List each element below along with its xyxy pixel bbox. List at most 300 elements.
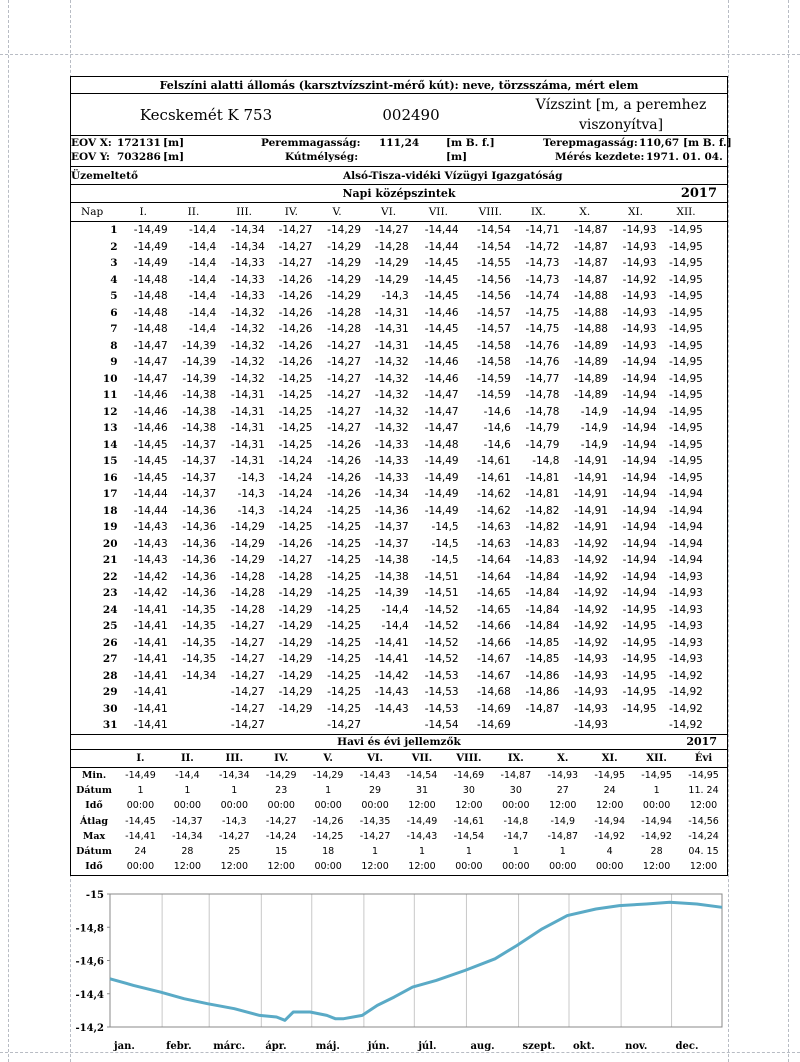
- stats-value: 23: [275, 784, 288, 796]
- daily-value: -14,67: [476, 653, 511, 666]
- daily-value: -14,93: [669, 587, 703, 600]
- daily-value: -14,49: [133, 240, 168, 253]
- daily-value: -14,93: [622, 257, 657, 270]
- daily-value: -14,62: [476, 488, 511, 501]
- daily-value: -14,43: [374, 702, 409, 715]
- daily-value: -14,75: [525, 323, 560, 336]
- stats-value: -14,24: [688, 830, 719, 842]
- stats-value: 00:00: [220, 800, 248, 812]
- table-row: [71, 486, 727, 503]
- daily-value: -14,45: [424, 339, 459, 352]
- daily-value: -14,27: [230, 719, 265, 732]
- daily-value: -14,66: [476, 636, 511, 649]
- daily-value: -14,33: [230, 290, 265, 303]
- daily-value: -14,89: [574, 372, 608, 385]
- table-row: [71, 618, 727, 635]
- daily-value: -14,3: [237, 471, 265, 484]
- daily-value: -14,76: [525, 356, 560, 369]
- daily-header-row: [71, 203, 727, 222]
- daily-value: -14,33: [230, 273, 265, 286]
- x-tick-label: márc.: [213, 1041, 246, 1052]
- daily-value: -14,25: [327, 702, 362, 715]
- daily-value: -14,58: [476, 339, 511, 352]
- stats-value: 12:00: [689, 800, 718, 812]
- spacer-cell: [705, 321, 727, 338]
- header-title: Felszíni alatti állomás (karsztvízszint-mérő kút): neve, törzsszáma, mért elem: [71, 77, 727, 94]
- daily-value: -14,76: [525, 339, 560, 352]
- spacer-cell: [705, 239, 727, 256]
- day-number: 27: [102, 653, 118, 666]
- stats-value: -14,87: [500, 769, 532, 781]
- daily-value: -14,95: [669, 290, 703, 303]
- daily-value: -14,91: [574, 471, 608, 484]
- daily-value: -14,33: [374, 438, 409, 451]
- x-tick-label: febr.: [166, 1041, 192, 1052]
- daily-value: -14,27: [327, 405, 362, 418]
- day-number: 10: [102, 372, 118, 385]
- stats-value: -14,54: [453, 830, 485, 842]
- daily-value: -14,24: [278, 488, 313, 501]
- meres-value: 1971. 01. 04.: [646, 151, 723, 163]
- daily-value: -14,29: [278, 702, 313, 715]
- daily-value: -14,25: [278, 372, 313, 385]
- daily-value: -14,26: [278, 339, 313, 352]
- daily-value: -14,94: [669, 488, 703, 501]
- daily-value: -14,6: [483, 438, 511, 451]
- table-row: [71, 321, 727, 338]
- daily-value: -14,26: [327, 438, 362, 451]
- daily-value: -14,59: [476, 389, 511, 402]
- daily-value: -14,79: [525, 438, 560, 451]
- stats-value: -14,49: [406, 815, 438, 827]
- stats-value: 00:00: [314, 800, 342, 812]
- daily-value: -14,31: [374, 339, 409, 352]
- daily-value: -14,48: [133, 306, 168, 319]
- table-row: [71, 668, 727, 685]
- daily-value: -14,93: [574, 702, 608, 715]
- stats-value: 18: [322, 846, 335, 858]
- daily-value: -14,54: [476, 224, 511, 237]
- month-header: I.: [139, 206, 148, 218]
- x-tick-label: dec.: [675, 1041, 699, 1052]
- spacer-cell: [705, 288, 727, 305]
- daily-value: -14,4: [189, 240, 217, 253]
- stats-value: 24: [134, 846, 147, 858]
- spacer-cell: [705, 203, 727, 222]
- stats-value: 1: [231, 784, 238, 796]
- stats-value: 00:00: [126, 800, 155, 812]
- daily-value: -14,27: [278, 224, 313, 237]
- spacer-cell: [705, 387, 727, 404]
- daily-value: -14,69: [476, 719, 511, 732]
- plot-frame: [110, 894, 722, 1027]
- stats-value: 28: [181, 846, 194, 858]
- daily-value: -14,39: [182, 339, 217, 352]
- daily-value: -14,39: [182, 372, 217, 385]
- stats-value: 00:00: [549, 861, 577, 873]
- spacer-cell: [705, 272, 727, 289]
- spacer-cell: [705, 552, 727, 569]
- daily-value: -14,26: [327, 488, 362, 501]
- table-row: [71, 536, 727, 553]
- table-row: [71, 651, 727, 668]
- table-row: [71, 552, 727, 569]
- daily-value: -14,95: [622, 653, 657, 666]
- daily-value: -14,29: [327, 240, 362, 253]
- daily-value: -14,73: [525, 257, 560, 270]
- stats-value: 12:00: [408, 800, 436, 812]
- daily-value: -14,95: [669, 257, 703, 270]
- stats-value: 12:00: [408, 861, 436, 873]
- daily-value: -14,92: [669, 719, 703, 732]
- month-header: XII.: [676, 206, 696, 218]
- eovy-value: 703286: [117, 151, 161, 163]
- daily-value: -14,48: [133, 273, 168, 286]
- daily-value: -14,91: [574, 521, 608, 534]
- daily-value: -14,65: [476, 603, 511, 616]
- daily-value: -14,75: [525, 306, 560, 319]
- daily-value: -14,78: [525, 389, 560, 402]
- daily-value: -14,83: [525, 537, 560, 550]
- daily-value: -14,45: [424, 323, 459, 336]
- stats-column-header: VII.: [411, 752, 433, 764]
- station-name: Kecskemét K 753: [139, 105, 273, 124]
- daily-value: -14,36: [374, 504, 409, 517]
- daily-value: -14,93: [669, 620, 703, 633]
- daily-value: -14,95: [669, 339, 703, 352]
- table-row: [71, 437, 727, 454]
- y-tick-label: -14,2: [75, 1023, 104, 1034]
- daily-value: -14,25: [327, 587, 362, 600]
- daily-value: -14,95: [669, 389, 703, 402]
- stats-year: 2017: [686, 735, 717, 748]
- daily-value: -14,36: [182, 587, 217, 600]
- kut-unit: [m]: [446, 151, 468, 163]
- daily-value: -14,9: [580, 405, 608, 418]
- daily-value: -14,27: [230, 686, 265, 699]
- daily-value: -14,38: [182, 405, 217, 418]
- daily-value: -14,94: [622, 422, 657, 435]
- daily-value: -14,4: [189, 290, 217, 303]
- daily-value: -14,52: [424, 603, 459, 616]
- daily-value: -14,63: [476, 537, 511, 550]
- daily-value: -14,25: [278, 389, 313, 402]
- table-row: [71, 404, 727, 421]
- stats-column-header: II.: [180, 752, 194, 764]
- daily-value: -14,29: [278, 669, 313, 682]
- daily-value: -14,94: [622, 587, 657, 600]
- y-tick-label: -14,8: [75, 923, 104, 935]
- daily-value: -14,92: [574, 620, 608, 633]
- daily-value: -14,65: [476, 587, 511, 600]
- daily-value: -14,41: [133, 686, 168, 699]
- daily-value: -14,87: [574, 240, 608, 253]
- daily-value: -14,89: [574, 339, 608, 352]
- daily-value: -14,31: [374, 306, 409, 319]
- stats-row-label: Idő: [85, 800, 103, 812]
- daily-value: -14,25: [278, 438, 313, 451]
- daily-value: -14,41: [133, 620, 168, 633]
- daily-value: -14,49: [424, 455, 459, 468]
- daily-value: -14,45: [133, 455, 168, 468]
- daily-value: -14,53: [424, 669, 459, 682]
- daily-value: -14,38: [374, 554, 409, 567]
- stats-header-row: [71, 750, 727, 768]
- daily-value: -14,46: [133, 422, 168, 435]
- stats-value: 12:00: [220, 861, 248, 873]
- daily-value: -14,4: [189, 306, 217, 319]
- table-row: [71, 684, 727, 701]
- stats-value: -14,87: [547, 830, 579, 842]
- terep-value: 110,67: [639, 137, 680, 149]
- daily-value: -14,27: [230, 669, 265, 682]
- daily-value: -14,95: [669, 372, 703, 385]
- stats-value: -14,26: [312, 815, 344, 827]
- daily-value: -14,32: [374, 356, 409, 369]
- table-row: [71, 305, 727, 322]
- daily-value: -14,92: [574, 587, 608, 600]
- day-number: 26: [102, 636, 118, 649]
- daily-value: -14,92: [574, 570, 608, 583]
- daily-value: -14,32: [230, 372, 265, 385]
- daily-value: -14,4: [189, 257, 217, 270]
- stats-row: [71, 859, 727, 874]
- daily-value: -14,49: [424, 488, 459, 501]
- daily-value: -14,33: [374, 455, 409, 468]
- daily-value: -14,45: [424, 257, 459, 270]
- stats-column-header: XI.: [601, 752, 618, 764]
- stats-value: 00:00: [314, 861, 342, 873]
- stats-column-header: Évi: [694, 752, 713, 764]
- daily-value: -14,41: [133, 719, 168, 732]
- stats-value: 27: [556, 784, 569, 796]
- stats-value: -14,25: [312, 830, 344, 842]
- spacer-cell: [705, 354, 727, 371]
- kut-label: Kútmélység:: [285, 151, 359, 163]
- x-tick-label: szept.: [522, 1041, 556, 1052]
- stats-row-label: Max: [82, 830, 106, 842]
- daily-value: -14,72: [525, 240, 560, 253]
- daily-value: -14,94: [622, 372, 657, 385]
- daily-value: -14,94: [622, 438, 657, 451]
- spacer-cell: [705, 371, 727, 388]
- table-row: [71, 503, 727, 520]
- stats-value: -14,7: [503, 830, 529, 842]
- daily-value: -14,28: [327, 323, 362, 336]
- water-level-chart: [70, 886, 728, 1054]
- daily-value: -14,34: [230, 224, 265, 237]
- daily-value: -14,27: [327, 719, 362, 732]
- stats-value: 31: [415, 784, 429, 796]
- stats-value: 00:00: [173, 800, 202, 812]
- stats-value: 11. 24: [688, 784, 719, 796]
- stats-value: -14,45: [125, 815, 156, 827]
- daily-value: -14,93: [669, 603, 703, 616]
- daily-value: -14,67: [476, 669, 511, 682]
- daily-value: -14,94: [622, 488, 657, 501]
- day-number: 24: [102, 603, 118, 616]
- daily-value: -14,94: [622, 554, 657, 567]
- table-row: [71, 255, 727, 272]
- daily-value: -14,41: [133, 669, 168, 682]
- daily-value: -14,47: [133, 356, 168, 369]
- stats-row: [71, 844, 727, 859]
- stats-value: -14,24: [265, 830, 297, 842]
- daily-value: -14,4: [189, 323, 217, 336]
- stats-value: -14,92: [641, 830, 672, 842]
- daily-value: -14,27: [327, 389, 362, 402]
- stats-value: 30: [509, 784, 522, 796]
- daily-value: -14,91: [574, 504, 608, 517]
- day-number: 15: [102, 455, 118, 468]
- daily-value: -14,69: [476, 702, 511, 715]
- daily-value: -14,41: [133, 636, 168, 649]
- day-number: 13: [102, 422, 118, 435]
- daily-value: -14,47: [133, 339, 168, 352]
- day-number: 22: [102, 570, 118, 583]
- daily-value: -14,25: [327, 537, 362, 550]
- stats-value: 00:00: [502, 800, 530, 812]
- daily-value: -14,33: [230, 257, 265, 270]
- daily-value: -14,54: [424, 719, 459, 732]
- stats-value: 30: [462, 784, 475, 796]
- daily-value: -14,27: [230, 620, 265, 633]
- daily-value: -14,64: [476, 554, 511, 567]
- daily-value: -14,42: [133, 587, 168, 600]
- daily-value: -14,92: [669, 702, 703, 715]
- stats-title: Havi és évi jellemzők: [337, 735, 461, 748]
- daily-value: -14,48: [133, 290, 168, 303]
- stats-value: -14,54: [406, 769, 438, 781]
- daily-value: -14,46: [424, 306, 459, 319]
- stats-value: -14,8: [503, 815, 529, 827]
- day-number: 29: [102, 686, 118, 699]
- daily-value: -14,63: [476, 521, 511, 534]
- stats-row: [71, 813, 727, 828]
- day-number: 5: [110, 290, 118, 303]
- daily-value: -14,91: [574, 455, 608, 468]
- daily-value: -14,88: [574, 290, 608, 303]
- stats-row-label: Dátum: [76, 784, 112, 796]
- daily-value: -14,37: [182, 488, 217, 501]
- stats-block: [70, 735, 728, 876]
- daily-value: -14,95: [669, 422, 703, 435]
- terep-label: Terepmagasság:: [543, 137, 638, 149]
- stats-value: 1: [137, 784, 144, 796]
- daily-value: -14,36: [182, 504, 217, 517]
- daily-value: -14,43: [133, 537, 168, 550]
- daily-value: -14,25: [327, 521, 362, 534]
- daily-value: -14,27: [230, 636, 265, 649]
- daily-value: -14,94: [669, 554, 703, 567]
- daily-value: -14,52: [424, 636, 459, 649]
- daily-value: -14,43: [133, 554, 168, 567]
- day-number: 23: [102, 587, 118, 600]
- perem-label: Peremmagasság:: [261, 137, 361, 149]
- daily-value: -14,53: [424, 686, 459, 699]
- day-number: 21: [102, 554, 118, 567]
- stats-value: 15: [275, 846, 288, 858]
- daily-value: -14,4: [189, 273, 217, 286]
- spacer-cell: [705, 404, 727, 421]
- stats-value: 4: [606, 846, 613, 858]
- daily-value: -14,25: [327, 554, 362, 567]
- daily-value: -14,29: [327, 273, 362, 286]
- stats-value: 1: [653, 784, 660, 796]
- daily-value: -14,84: [525, 587, 560, 600]
- daily-value: -14,92: [622, 273, 657, 286]
- daily-value: -14,5: [431, 521, 459, 534]
- day-number: 30: [102, 702, 118, 715]
- spacer-cell: [705, 222, 727, 239]
- day-number: 17: [102, 488, 118, 501]
- daily-value: -14,93: [669, 653, 703, 666]
- daily-value: -14,86: [525, 686, 560, 699]
- daily-value: -14,41: [374, 636, 409, 649]
- measured-element: Vízszint [m, a peremhez viszonyítva]: [535, 96, 707, 133]
- day-number: 7: [110, 323, 118, 336]
- day-number: 16: [102, 471, 118, 484]
- daily-value: -14,5: [431, 554, 459, 567]
- day-number: 28: [102, 669, 118, 682]
- daily-value: -14,77: [525, 372, 560, 385]
- daily-value: -14,38: [374, 570, 409, 583]
- spacer-cell: [705, 420, 727, 437]
- stats-value: 12:00: [361, 861, 389, 873]
- perem-unit: [m B. f.]: [446, 137, 495, 149]
- stats-value: -14,34: [218, 769, 250, 781]
- daily-value: -14,4: [189, 224, 217, 237]
- daily-value: -14,47: [424, 422, 459, 435]
- table-row: [71, 371, 727, 388]
- daily-value: -14,31: [230, 422, 265, 435]
- month-header: II.: [187, 206, 200, 218]
- daily-title: Napi középszintek: [342, 187, 456, 200]
- daily-value: -14,68: [476, 686, 511, 699]
- daily-value: -14,29: [278, 686, 313, 699]
- daily-value: -14,52: [424, 653, 459, 666]
- spacer-cell: [705, 618, 727, 635]
- daily-value: -14,87: [574, 273, 608, 286]
- daily-value: -14,71: [525, 224, 560, 237]
- table-row: [71, 222, 727, 239]
- y-tick-label: -14,6: [75, 956, 104, 968]
- coordinates-block: [71, 136, 732, 167]
- daily-value: -14,32: [230, 339, 265, 352]
- daily-value: -14,27: [278, 240, 313, 253]
- stats-value: -14,92: [594, 830, 625, 842]
- daily-value: -14,94: [669, 521, 703, 534]
- daily-value: -14,43: [133, 521, 168, 534]
- daily-value: -14,3: [237, 488, 265, 501]
- daily-value: -14,26: [327, 471, 362, 484]
- stats-value: 00:00: [361, 800, 389, 812]
- stats-value: 1: [184, 784, 191, 796]
- daily-value: -14,27: [278, 257, 313, 270]
- spacer-cell: [705, 470, 727, 487]
- day-number: 19: [102, 521, 118, 534]
- table-row: [71, 239, 727, 256]
- stats-value: 12:00: [173, 861, 202, 873]
- daily-value: -14,28: [278, 570, 313, 583]
- stats-value: -14,93: [547, 769, 579, 781]
- daily-value: -14,44: [133, 488, 168, 501]
- stats-value: 12:00: [549, 800, 577, 812]
- daily-value: -14,26: [327, 455, 362, 468]
- daily-value: -14,27: [327, 372, 362, 385]
- stats-value: -14,27: [218, 830, 250, 842]
- daily-value: -14,87: [525, 702, 560, 715]
